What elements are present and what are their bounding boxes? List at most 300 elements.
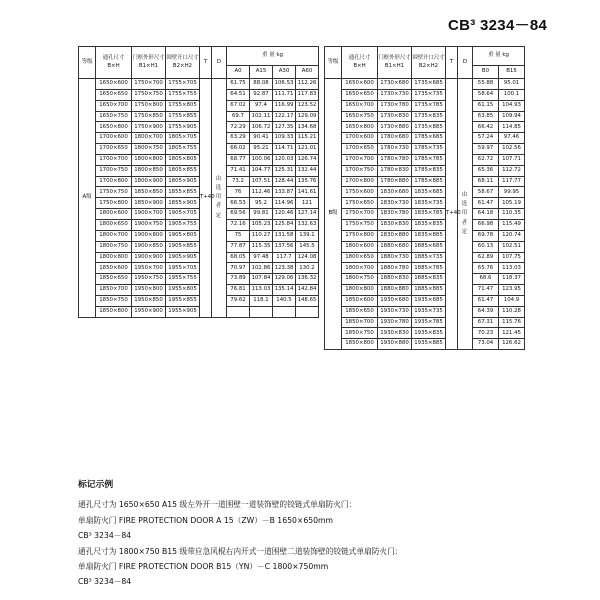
size-cell: 1800×700 (342, 263, 378, 274)
weight-cell: 120.46 (273, 209, 296, 220)
weight-cell: 120.74 (499, 230, 525, 241)
weight-cell: 71.41 (227, 165, 250, 176)
table-row (79, 100, 319, 111)
size-cell: 1750×900 (132, 122, 166, 133)
weight-cell: 137.56 (273, 241, 296, 252)
weight-cell: 129.09 (296, 111, 319, 122)
header-grade: 等级 (325, 47, 342, 79)
size-cell: 1955×705 (166, 263, 200, 274)
size-cell: 1930×880 (378, 339, 412, 350)
table-row (79, 176, 319, 187)
size-cell: 1700×800 (342, 176, 378, 187)
size-cell: 1780×880 (378, 176, 412, 187)
weight-cell: 114.71 (273, 144, 296, 155)
weight-cell: 97.46 (499, 133, 525, 144)
table-row (325, 328, 525, 339)
size-cell: 1900×750 (132, 219, 166, 230)
size-cell: 1735×835 (412, 111, 446, 122)
size-cell: 1830×880 (378, 230, 412, 241)
weight-cell: 69.78 (473, 230, 499, 241)
weight-cell: 135.76 (296, 176, 319, 187)
weight-cell: 104.77 (250, 165, 273, 176)
size-cell: 1750×700 (132, 79, 166, 90)
size-cell: 1755×705 (166, 79, 200, 90)
size-cell: 1800×800 (132, 154, 166, 165)
size-cell: 1800×600 (96, 209, 132, 220)
size-cell: 1750×800 (342, 230, 378, 241)
table-row (325, 306, 525, 317)
table-row (79, 144, 319, 155)
weight-cell: 135.14 (273, 285, 296, 296)
weight-cell: 99.95 (499, 187, 525, 198)
weight-col-a15: A15 (250, 66, 273, 79)
size-cell: 1800×800 (96, 252, 132, 263)
size-cell: 1735×735 (412, 89, 446, 100)
size-cell: 1700×650 (342, 144, 378, 155)
size-cell: 1650×750 (96, 111, 132, 122)
grade-cell (325, 79, 342, 350)
weight-cell: 123.95 (499, 285, 525, 296)
size-cell: 1735×885 (412, 122, 446, 133)
weight-cell: 133.87 (273, 187, 296, 198)
size-cell: 1650×700 (96, 100, 132, 111)
size-cell: 1830×680 (378, 187, 412, 198)
table-row (79, 306, 319, 317)
size-cell: 1805×905 (166, 176, 200, 187)
size-cell: 1750×800 (96, 198, 132, 209)
table-row (325, 285, 525, 296)
table-row (325, 100, 525, 111)
weight-cell: 58.67 (473, 187, 499, 198)
weight-cell (273, 306, 296, 317)
weight-cell (227, 306, 250, 317)
weight-cell: 140.5 (273, 295, 296, 306)
size-cell: 1930×830 (378, 328, 412, 339)
table-row (325, 154, 525, 165)
size-cell: 1905×855 (166, 241, 200, 252)
weight-cell: 124.08 (296, 252, 319, 263)
header-d: D (458, 47, 473, 79)
size-cell: 1955×905 (166, 306, 200, 317)
size-cell: 1800×750 (342, 274, 378, 285)
header-t: T (200, 47, 212, 79)
weight-cell: 62.72 (473, 154, 499, 165)
weight-cell: 104.9 (499, 295, 525, 306)
size-cell: 1950×750 (132, 274, 166, 285)
example-line: 单扇防火门 FIRE PROTECTION DOOR A 15（ZW）－B 1650×650mm (78, 515, 333, 525)
size-cell: 1785×685 (412, 133, 446, 144)
size-cell: 1800×600 (342, 241, 378, 252)
weight-cell: 72.16 (227, 219, 250, 230)
table-row (79, 79, 319, 90)
table-row (325, 230, 525, 241)
weight-cell: 73.89 (227, 274, 250, 285)
size-cell: 1650×600 (342, 79, 378, 90)
table-row (325, 79, 525, 90)
size-cell: 1750×750 (96, 187, 132, 198)
weight-col-a30: A30 (273, 66, 296, 79)
weight-cell: 129.06 (273, 274, 296, 285)
example-line: 通孔尺寸为 1650×650 A15 级左外开一道围壁一道装饰壁的铰链式单扇防火门： (78, 500, 357, 510)
size-cell: 1835×835 (412, 219, 446, 230)
weight-cell: 77.87 (227, 241, 250, 252)
size-cell: 1780×730 (378, 144, 412, 155)
weight-cell: 116.99 (273, 100, 296, 111)
weight-cell: 122.17 (273, 111, 296, 122)
table-row (325, 144, 525, 155)
weight-cell: 68.77 (227, 154, 250, 165)
table-row (325, 122, 525, 133)
size-cell: 1905×705 (166, 209, 200, 220)
weight-cell: 113.03 (250, 285, 273, 296)
size-cell: 1700×600 (342, 133, 378, 144)
grade-label: A级 (82, 194, 92, 201)
weight-cell: 99.81 (250, 209, 273, 220)
weight-cell: 61.47 (473, 198, 499, 209)
size-cell: 1850×600 (342, 295, 378, 306)
weight-cell: 118.37 (499, 274, 525, 285)
example-line: CB³ 3234－84 (78, 531, 132, 541)
weight-col-b15: B15 (499, 66, 525, 79)
size-cell: 1800×700 (96, 230, 132, 241)
size-cell: 1750×850 (132, 111, 166, 122)
table-row (325, 295, 525, 306)
weight-cell: 106.72 (250, 122, 273, 133)
size-cell: 1780×830 (378, 165, 412, 176)
weight-cell: 95.21 (250, 144, 273, 155)
header-wall-opening: 围壁开口尺寸 B2×H2 (166, 47, 200, 79)
weight-cell: 117.7 (273, 252, 296, 263)
weight-col-b0: B0 (473, 66, 499, 79)
size-cell: 1930×780 (378, 317, 412, 328)
weight-cell: 58.64 (473, 89, 499, 100)
size-cell: 1850×750 (96, 295, 132, 306)
weight-cell: 115.76 (499, 317, 525, 328)
size-cell: 1935×735 (412, 306, 446, 317)
size-cell: 1930×730 (378, 306, 412, 317)
size-cell: 1805×755 (166, 144, 200, 155)
header-grade: 等级 (79, 47, 96, 79)
size-cell: 1750×800 (132, 100, 166, 111)
size-cell: 1830×830 (378, 219, 412, 230)
weight-cell: 60.13 (473, 241, 499, 252)
marking-examples (78, 478, 402, 590)
weight-cell: 63.29 (227, 133, 250, 144)
size-cell: 1805×705 (166, 133, 200, 144)
weight-cell: 59.97 (473, 144, 499, 155)
size-cell: 1730×830 (378, 111, 412, 122)
standard-code: CB³ 3234－84 (448, 17, 548, 34)
size-cell: 1755×805 (166, 100, 200, 111)
size-cell: 1935×785 (412, 317, 446, 328)
weight-cell: 73.2 (227, 176, 250, 187)
size-cell: 1735×785 (412, 100, 446, 111)
size-cell: 1900×800 (132, 230, 166, 241)
grade-cell (79, 79, 96, 318)
weight-cell: 95.01 (499, 79, 525, 90)
size-cell: 1830×730 (378, 198, 412, 209)
weight-cell: 148.65 (296, 295, 319, 306)
weight-cell: 142.84 (296, 285, 319, 296)
size-cell: 1930×680 (378, 295, 412, 306)
table-row (325, 187, 525, 198)
size-cell: 1850×700 (342, 317, 378, 328)
examples-heading: 标记示例 (78, 480, 114, 490)
size-cell: 1800×800 (342, 285, 378, 296)
weight-cell: 123.52 (296, 100, 319, 111)
size-cell: 1750×700 (342, 209, 378, 220)
weight-cell: 100.06 (250, 154, 273, 165)
weight-cell: 92.87 (250, 89, 273, 100)
table-row (325, 274, 525, 285)
weight-cell: 102.11 (250, 111, 273, 122)
size-cell: 1755×755 (166, 89, 200, 100)
weight-cell: 115.35 (250, 241, 273, 252)
table-row (79, 187, 319, 198)
weight-cell: 117.83 (296, 89, 319, 100)
weight-cell: 115.21 (296, 133, 319, 144)
weight-cell: 70.23 (473, 328, 499, 339)
weight-cell: 66.98 (473, 219, 499, 230)
table-row (79, 252, 319, 263)
table-row (325, 209, 525, 220)
size-cell: 1905×805 (166, 230, 200, 241)
size-cell: 1700×700 (342, 154, 378, 165)
t-value-cell (446, 79, 461, 350)
size-cell: 1950×800 (132, 285, 166, 296)
weight-cell: 113.03 (499, 263, 525, 274)
header-hole-size: 通孔尺寸 B×H (342, 47, 378, 79)
size-cell: 1935×685 (412, 295, 446, 306)
size-cell: 1650×700 (342, 100, 378, 111)
table-row (79, 198, 319, 209)
weight-cell: 123.38 (273, 263, 296, 274)
size-cell: 1905×905 (166, 252, 200, 263)
weight-cell: 63.85 (473, 111, 499, 122)
size-cell: 1880×880 (378, 285, 412, 296)
table-row (79, 111, 319, 122)
weight-cell: 134.68 (296, 122, 319, 133)
table-row (325, 219, 525, 230)
table-row (79, 241, 319, 252)
weight-cell: 64.39 (473, 306, 499, 317)
weight-cell: 131.58 (273, 230, 296, 241)
size-cell: 1850×800 (96, 306, 132, 317)
table-row (325, 176, 525, 187)
table-row (325, 111, 525, 122)
weight-cell: 110.28 (499, 306, 525, 317)
size-cell: 1755×905 (166, 122, 200, 133)
table-row (325, 317, 525, 328)
size-cell: 1735×685 (412, 79, 446, 90)
size-cell: 1885×735 (412, 252, 446, 263)
size-cell: 1750×750 (132, 89, 166, 100)
weight-cell: 64.18 (473, 209, 499, 220)
weight-cell: 104.93 (499, 100, 525, 111)
weight-cell: 112.26 (296, 79, 319, 90)
weight-cell: 76.81 (227, 285, 250, 296)
size-cell: 1805×855 (166, 165, 200, 176)
size-cell: 1900×900 (132, 252, 166, 263)
size-cell: 1850×650 (96, 274, 132, 285)
size-cell: 1830×780 (378, 209, 412, 220)
size-cell: 1800×650 (342, 252, 378, 263)
example-line: CB³ 3234－84 (78, 577, 132, 587)
size-cell: 1880×680 (378, 241, 412, 252)
size-cell: 1750×650 (342, 198, 378, 209)
size-cell: 1905×755 (166, 219, 200, 230)
t-value: T+40 (200, 194, 215, 201)
size-cell: 1650×800 (342, 122, 378, 133)
size-cell: 1885×835 (412, 274, 446, 285)
table-row (325, 252, 525, 263)
header-door-frame: 门框外形尺寸 B1×H1 (132, 47, 166, 79)
weight-cell: 121.01 (296, 144, 319, 155)
weight-cell: 73.04 (473, 339, 499, 350)
size-cell: 1850×800 (342, 339, 378, 350)
t-value-cell (200, 79, 215, 318)
weight-cell: 106.53 (273, 79, 296, 90)
size-cell: 1785×785 (412, 154, 446, 165)
weight-cell: 112.46 (250, 187, 273, 198)
weight-cell: 145.5 (296, 241, 319, 252)
size-cell: 1780×780 (378, 154, 412, 165)
weight-cell: 127.35 (273, 122, 296, 133)
size-cell: 1850×600 (96, 263, 132, 274)
size-cell: 1800×700 (132, 133, 166, 144)
table-row (79, 274, 319, 285)
weight-cell: 71.47 (473, 285, 499, 296)
weight-cell: 107.71 (499, 154, 525, 165)
weight-cell: 102.86 (250, 263, 273, 274)
weight-cell: 128.44 (273, 176, 296, 187)
weight-cell: 76 (227, 187, 250, 198)
weight-cell: 114.96 (273, 198, 296, 209)
header-wall-opening: 围壁开口尺寸 B2×H2 (412, 47, 446, 79)
weight-cell: 68.6 (473, 274, 499, 285)
weight-cell: 127.14 (296, 209, 319, 220)
weight-cell: 125.84 (273, 219, 296, 230)
size-cell: 1805×805 (166, 154, 200, 165)
size-cell: 1885×685 (412, 241, 446, 252)
table-row (325, 263, 525, 274)
size-cell: 1785×735 (412, 144, 446, 155)
table-row (79, 263, 319, 274)
weight-cell: 100.1 (499, 89, 525, 100)
size-cell: 1835×885 (412, 230, 446, 241)
size-cell: 1785×885 (412, 176, 446, 187)
table-row (79, 285, 319, 296)
size-cell: 1780×680 (378, 133, 412, 144)
weight-cell: 126.62 (499, 339, 525, 350)
weight-cell (296, 306, 319, 317)
weight-cell: 132.44 (296, 165, 319, 176)
size-cell: 1850×700 (96, 285, 132, 296)
size-cell: 1800×750 (96, 241, 132, 252)
size-cell: 1650×750 (342, 111, 378, 122)
size-cell: 1950×850 (132, 295, 166, 306)
table-row (325, 165, 525, 176)
size-cell: 1650×650 (96, 89, 132, 100)
table-grade-b (324, 46, 525, 350)
table-row (79, 89, 319, 100)
weight-cell: 114.85 (499, 122, 525, 133)
weight-cell: 111.71 (273, 89, 296, 100)
d-value-cell: 由 选 用 者 定 (212, 79, 227, 318)
header-t: T (446, 47, 458, 79)
size-cell: 1850×750 (342, 328, 378, 339)
size-cell: 1850×650 (342, 306, 378, 317)
weight-cell: 107.75 (499, 252, 525, 263)
weight-cell: 95.2 (250, 198, 273, 209)
weight-cell: 102.51 (499, 241, 525, 252)
weight-cell: 67.31 (473, 317, 499, 328)
weight-cell: 61.47 (473, 295, 499, 306)
example-line: 单扇防火门 FIRE PROTECTION DOOR B15（YN）－C 1800×750mm (78, 562, 329, 572)
header-door-frame: 门框外形尺寸 B1×H1 (378, 47, 412, 79)
size-cell: 1730×780 (378, 100, 412, 111)
weight-cell (250, 306, 273, 317)
table-grade-a (78, 46, 319, 318)
size-cell: 1850×850 (132, 187, 166, 198)
table-row (79, 165, 319, 176)
weight-cell: 115.49 (499, 219, 525, 230)
weight-cell: 55.88 (473, 79, 499, 90)
weight-cell: 126.74 (296, 154, 319, 165)
header-hole-size: 通孔尺寸 B×H (96, 47, 132, 79)
size-cell: 1885×885 (412, 285, 446, 296)
size-cell: 1785×835 (412, 165, 446, 176)
size-cell: 1700×800 (96, 176, 132, 187)
size-cell: 1755×855 (166, 111, 200, 122)
table-row (79, 154, 319, 165)
weight-col-a60: A60 (296, 66, 319, 79)
grade-label: B级 (328, 210, 338, 217)
size-cell: 1650×650 (342, 89, 378, 100)
weight-cell: 61.15 (473, 100, 499, 111)
size-cell: 1950×700 (132, 263, 166, 274)
size-cell: 1900×850 (132, 241, 166, 252)
weight-cell: 130.2 (296, 263, 319, 274)
size-cell: 1700×750 (342, 165, 378, 176)
weight-cell: 88.08 (250, 79, 273, 90)
weight-cell: 132.63 (296, 219, 319, 230)
weight-cell: 68.05 (227, 252, 250, 263)
table-row (325, 339, 525, 350)
size-cell: 1650×800 (96, 122, 132, 133)
weight-cell: 66.53 (227, 198, 250, 209)
size-cell: 1700×750 (96, 165, 132, 176)
size-cell: 1800×650 (96, 219, 132, 230)
weight-cell: 72.29 (227, 122, 250, 133)
size-cell: 1855×905 (166, 198, 200, 209)
size-cell: 1730×680 (378, 79, 412, 90)
weight-cell: 97.4 (250, 100, 273, 111)
size-cell: 1880×830 (378, 274, 412, 285)
weight-cell: 75 (227, 230, 250, 241)
size-cell: 1750×600 (342, 187, 378, 198)
weight-cell: 110.35 (499, 209, 525, 220)
weight-cell: 118.1 (250, 295, 273, 306)
table-row (325, 241, 525, 252)
size-cell: 1880×730 (378, 252, 412, 263)
weight-cell: 67.02 (227, 100, 250, 111)
weight-cell: 90.41 (250, 133, 273, 144)
size-cell: 1700×600 (96, 133, 132, 144)
weight-cell: 109.33 (273, 133, 296, 144)
weight-cell: 139.1 (296, 230, 319, 241)
size-cell: 1800×900 (132, 176, 166, 187)
